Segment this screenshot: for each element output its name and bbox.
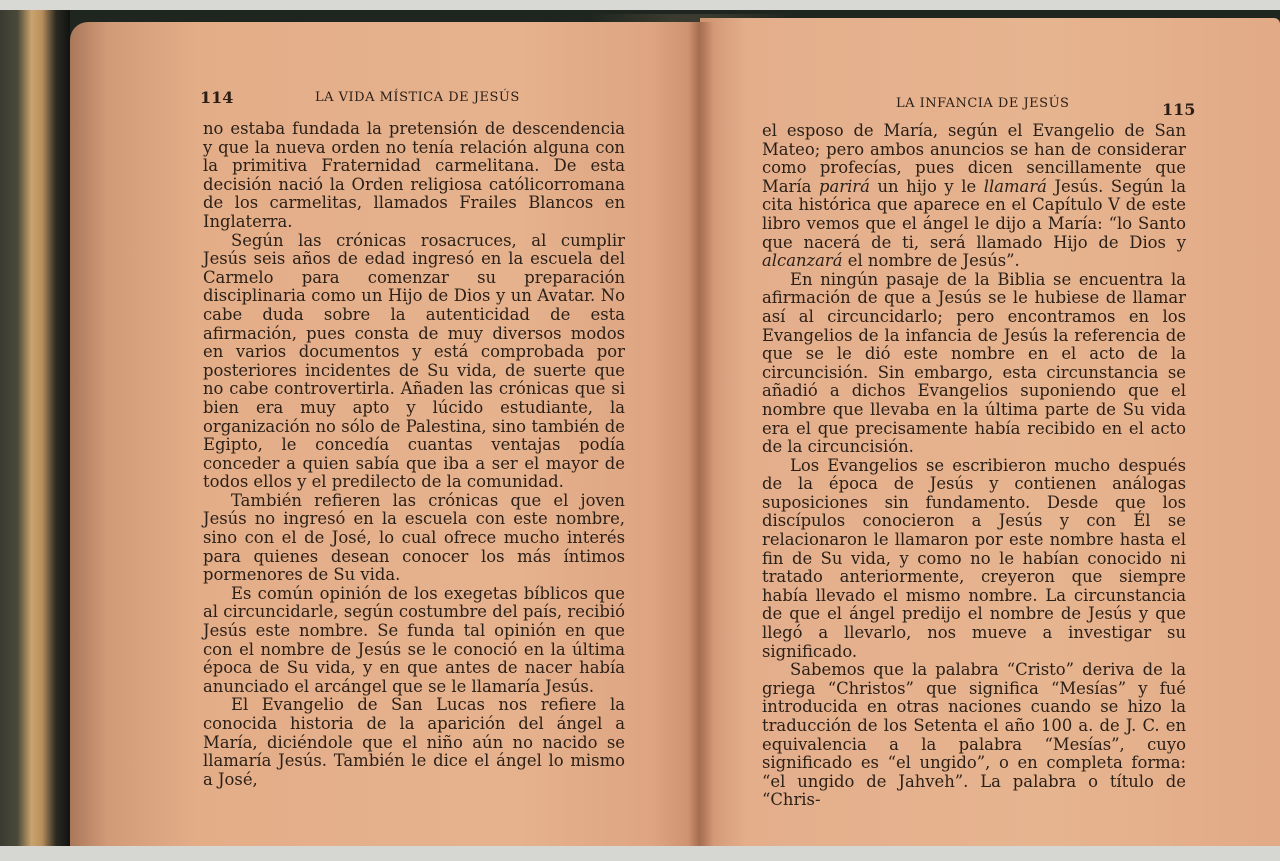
right-text-run: un hijo y le	[869, 176, 984, 196]
book-cover-edge	[0, 10, 70, 861]
right-text-run: el nombre de Jesús”.	[842, 251, 1020, 271]
left-running-head: LA VIDA MÍSTICA DE JESÚS	[315, 90, 520, 105]
right-body-text	[762, 122, 1186, 810]
left-paragraph: Es común opinión de los exegetas bíblicos que al circuncidarle, según costumbre del país, recibió Jesús este nombre. Se funda tal opinión en que con el nombre de Jesús se le conoció en la última época de Su vida, y en que antes de nacer había anunciado el arcángel que se le llamaría Jesús.	[203, 583, 625, 696]
right-text-run: el esposo de María, según el Evangelio de San Mateo; pero ambos anuncios se han de considerar como profecías, pues dicen sencillamente que María	[762, 121, 1186, 196]
right-paragraph	[762, 122, 1186, 271]
right-page	[700, 18, 1280, 846]
right-text-run: Jesús. Según la cita histórica que aparece en el Capítulo V de este libro vemos que el ángel le dijo a María: “lo Santo que nacerá de ti, será llamado Hijo de Dios y	[762, 176, 1186, 252]
right-italic-word: llamará	[983, 176, 1047, 196]
scan-background-bottom	[0, 846, 1280, 861]
right-paragraph: En ningún pasaje de la Biblia se encuentra la afirmación de que a Jesús se le hubiese de llamar así al circuncidarlo; pero encontramos en los Evangelios de la infancia de Jesús la referencia de que se le dió este nombre en el acto de la circuncisión. Sin embargo, esta circunstancia se añadió a dichos Evangelios suponiendo que el nombre que llevaba en la última parte de Su vida era el que precisamente había recibido en el acto de la circuncisión.	[762, 269, 1186, 457]
left-paragraph: Según las crónicas rosacruces, al cumplir Jesús seis años de edad ingresó en la escuela del Carmelo para comenzar su preparación disciplinaria como un Hijo de Dios y un Avatar. No cabe duda sobre la autenticidad de esta afirmación, pues consta de muy diversos modos en varios documentos y está comprobada por posteriores incidentes de Su vida, de suerte que no cabe controvertirla. Añaden las crónicas que si bien era muy apto y lúcido estudiante, la organización no sólo de Palestina, sino también de Egipto, le concedía cuantas ventajas podía conceder a quien sabía que iba a ser el mayor de todos ellos y el predilecto de la comunidad.	[203, 230, 625, 492]
right-paragraph: Los Evangelios se escribieron mucho después de la época de Jesús y contienen análogas suposiciones sin fundamento. Desde que los discípulos conocieron a Jesús y con Él se relacionaron le llamaron por este nombre hasta el fin de Su vida, y como no le habían conocido ni tratado anteriormente, creyeron que siempre había llevado el mismo nombre. La circunstancia de que el ángel predijo el nombre de Jesús y que llegó a llevarlo, nos mueve a investigar su significado.	[762, 455, 1186, 661]
scan-background-top	[0, 0, 1280, 10]
book-gutter	[688, 22, 714, 850]
right-running-head: LA INFANCIA DE JESÚS	[896, 96, 1070, 111]
left-paragraph: El Evangelio de San Lucas nos refiere la conocida historia de la aparición del ángel a María, diciéndole que el niño aún no nacido se llamaría Jesús. También le dice el ángel lo mismo a José,	[203, 695, 625, 789]
left-paragraph: También refieren las crónicas que el joven Jesús no ingresó en la escuela con este nombre, sino con el de José, lo cual ofrece mucho interés para quienes desean conocer los más íntimos pormenores de Su vida.	[203, 490, 625, 585]
left-page	[70, 22, 702, 850]
left-paragraph: no estaba fundada la pretensión de descendencia y que la nueva orden no tenía relación alguna con la primitiva Fraternidad carmelitana. De esta decisión nació la Orden religiosa católicorromana de los carmelitas, llamados Frailes Blancos en Inglaterra.	[203, 119, 625, 231]
right-italic-word: parirá	[818, 176, 870, 196]
left-page-number: 114	[200, 88, 234, 107]
left-body-text	[203, 120, 625, 789]
right-italic-word: alcanzará	[762, 251, 843, 271]
right-paragraph: Sabemos que la palabra “Cristo” deriva de la griega “Christos” que significa “Mesías” y fué introducida en otras naciones cuando se hizo la traducción de los Setenta el año 100 a. de J. C. en equivalencia a la palabra “Mesías”, cuyo significado es “el ungido”, o en completa forma: “el ungido de Jahveh”. La palabra o título de “Chris-	[762, 660, 1186, 810]
right-page-number: 115	[1162, 100, 1196, 119]
